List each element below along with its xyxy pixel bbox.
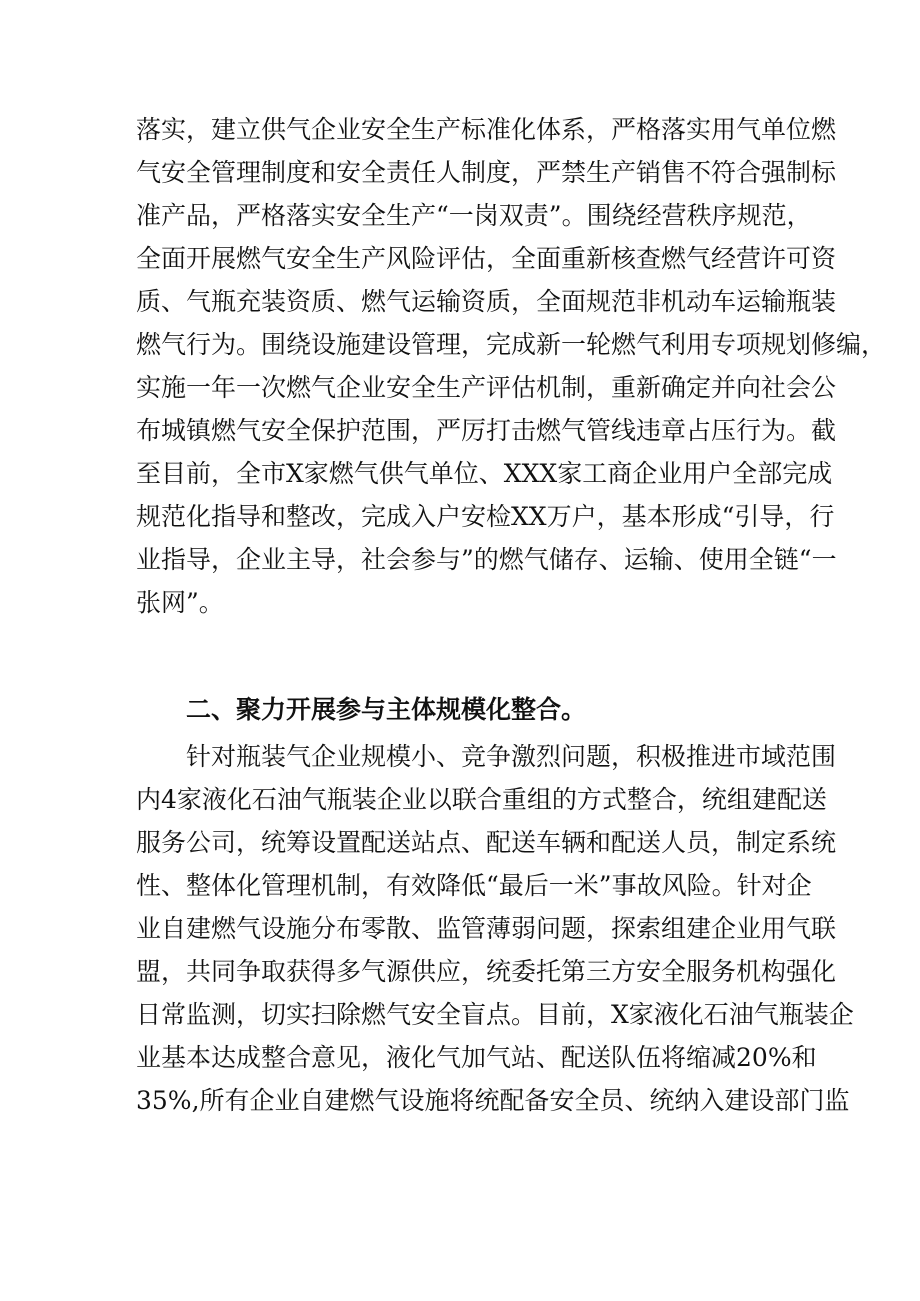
text-line: 实施一年一次燃气企业安全生产评估机制，重新确定并向社会公 — [136, 373, 837, 402]
text-line: 盟，共同争取获得多气源供应，统委托第三方安全服务机构强化 — [136, 957, 837, 986]
text-line: 业基本达成整合意见，液化气加气站、配送队伍将缩减20%和 — [136, 1043, 817, 1072]
section-heading: 二、聚力开展参与主体规模化整合。 — [186, 695, 587, 724]
text-line: 业自建燃气设施分布零散、监管薄弱问题，探索组建企业用气联 — [136, 914, 837, 943]
text-line: 服务公司，统筹设置配送站点、配送车辆和配送人员，制定系统 — [136, 828, 837, 857]
text-line: 全面开展燃气安全生产风险评估，全面重新核查燃气经营许可资 — [136, 244, 837, 273]
text-line: 规范化指导和整改，完成入户安检XX万户，基本形成“引导，行 — [136, 502, 835, 531]
text-line: 布城镇燃气安全保护范围，严厉打击燃气管线违章占压行为。截 — [136, 416, 837, 445]
text-line: 性、整体化管理机制，有效降低“最后一米”事故风险。针对企 — [136, 871, 812, 900]
text-line: 针对瓶装气企业规模小、竞争激烈问题，积极推进市域范围 — [186, 742, 837, 771]
text-line: 日常监测，切实扫除燃气安全盲点。目前，X家液化石油气瓶装企 — [136, 1000, 854, 1029]
text-line: 燃气行为。围绕设施建设管理，完成新一轮燃气利用专项规划修编， — [136, 330, 887, 359]
text-line: 气安全管理制度和安全责任人制度，严禁生产销售不符合强制标 — [136, 158, 837, 187]
text-line: 准产品，严格落实安全生产“一岗双责”。围绕经营秩序规范， — [136, 201, 812, 230]
text-line: 35%,所有企业自建燃气设施将统配备安全员、统纳入建设部门监 — [136, 1086, 850, 1115]
text-line: 业指导，企业主导，社会参与”的燃气储存、运输、使用全链“一 — [136, 545, 837, 574]
text-line: 张网”。 — [136, 588, 224, 617]
text-line: 至目前，全市X家燃气供气单位、XXX家工商企业用户全部完成 — [136, 459, 833, 488]
text-line: 质、气瓶充装资质、燃气运输资质，全面规范非机动车运输瓶装 — [136, 287, 837, 316]
text-line: 落实，建立供气企业安全生产标准化体系，严格落实用气单位燃 — [136, 115, 837, 144]
text-line: 内4家液化石油气瓶装企业以联合重组的方式整合，统组建配送 — [136, 785, 827, 814]
